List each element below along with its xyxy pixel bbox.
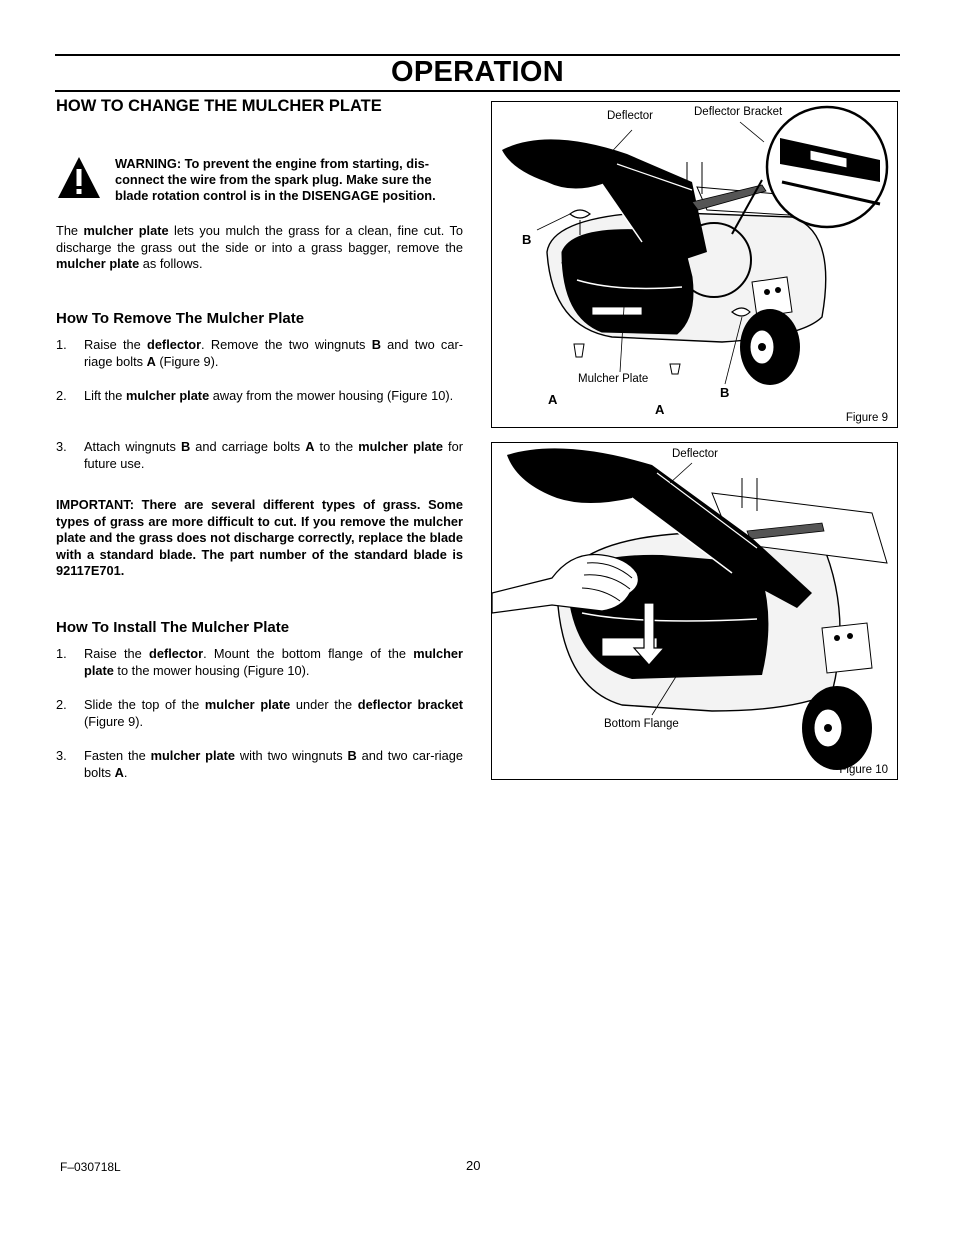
label-deflector: Deflector: [607, 110, 654, 122]
label-bottom-flange: Bottom Flange: [604, 718, 679, 730]
warning-icon: [56, 155, 102, 201]
section-title: HOW TO CHANGE THE MULCHER PLATE: [56, 97, 382, 115]
label-a-left: A: [548, 392, 558, 407]
install-step-2: 2. Slide the top of the mulcher plate under the deflector bracket (Figure 9).: [56, 697, 463, 729]
intro-paragraph: The mulcher plate lets you mulch the grass for a clean, fine cut. To discharge the grass out the side or into a grass bagger, remove the mulcher plate as follows.: [56, 223, 463, 271]
important-note: IMPORTANT: There are several different types of grass. Some types of grass are more difficult to cut. If you remove the mulcher plate and the grass does not discharge correctly, replace the blade with a standard blade. The part number of the standard blade is 92117E701.: [56, 497, 463, 578]
bolt-a-left: [574, 344, 584, 357]
figure-9-illustration: [492, 102, 897, 427]
figure-10-caption: Figure 10: [839, 764, 888, 776]
wingnut-b-left: [570, 210, 590, 218]
figure-10: [491, 442, 898, 780]
remove-heading: How To Remove The Mulcher Plate: [56, 310, 305, 327]
label-b-right: B: [720, 385, 730, 400]
hand-icon: [492, 554, 638, 613]
figure-9-caption: Figure 9: [845, 412, 888, 424]
remove-step-1: 1. Raise the deflector. Remove the two wingnuts B and two car-riage bolts A (Figure 9).: [56, 337, 463, 369]
install-step-3: 3. Fasten the mulcher plate with two wingnuts B and two car-riage bolts A.: [56, 748, 463, 780]
label-deflector: Deflector: [672, 448, 719, 460]
document-code: F–030718L: [60, 1160, 121, 1174]
page-number: 20: [466, 1158, 481, 1173]
remove-step-2: 2. Lift the mulcher plate away from the mower housing (Figure 10).: [56, 388, 454, 403]
figure-10-illustration: [492, 443, 897, 779]
figure-9: [491, 101, 898, 428]
install-heading: How To Install The Mulcher Plate: [56, 619, 290, 636]
label-mulcher-plate: Mulcher Plate: [578, 373, 649, 385]
label-a-right: A: [655, 402, 665, 417]
page-title: OPERATION: [391, 56, 564, 88]
label-b-left: B: [522, 232, 532, 247]
install-step-1: 1. Raise the deflector. Mount the bottom flange of the mulcher plate to the mower housing (Figure 10).: [56, 646, 463, 678]
label-deflector-bracket: Deflector Bracket: [694, 106, 783, 118]
title-underline: [55, 90, 900, 92]
remove-step-3: 3. Attach wingnuts B and carriage bolts A to the mulcher plate for future use.: [56, 439, 463, 471]
warning-text: WARNING: To prevent the engine from starting, dis-connect the wire from the spark plug. Make sure the blade rotation control is in the DISENGAGE position.: [115, 156, 436, 203]
bolt-a-right: [670, 364, 680, 374]
